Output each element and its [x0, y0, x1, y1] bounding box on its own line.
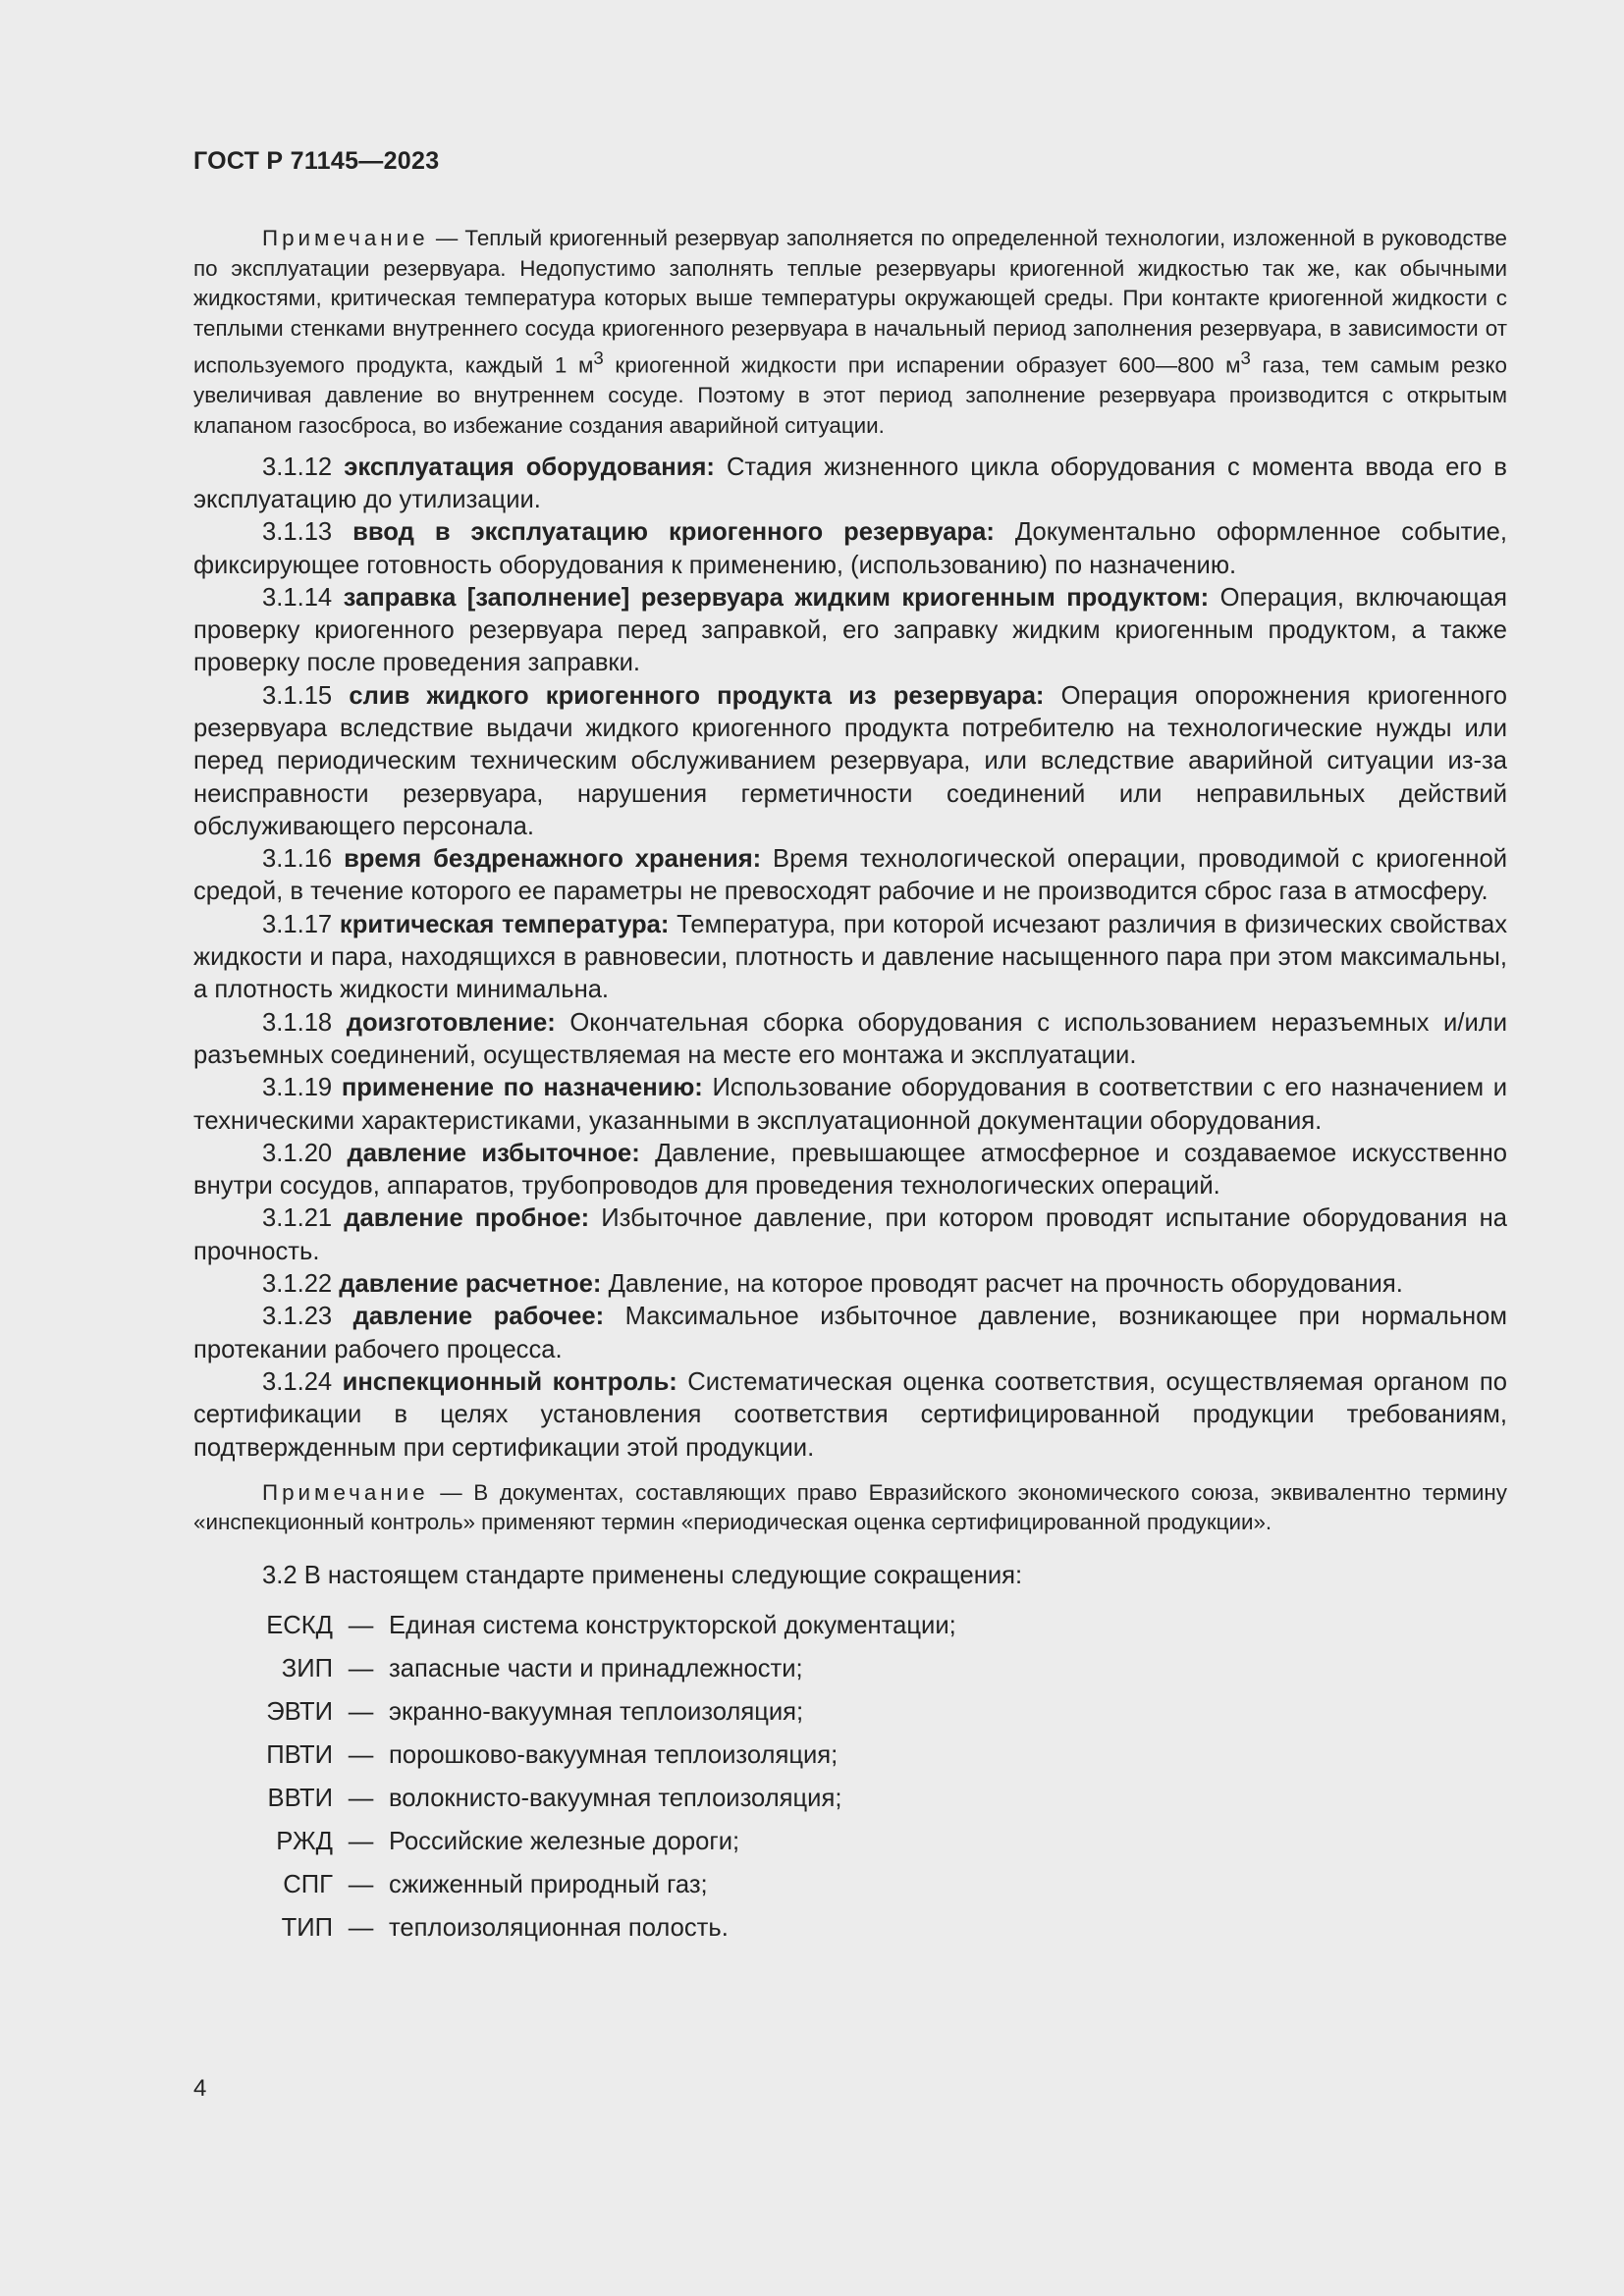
- abbreviation-dash: —: [348, 1740, 374, 1769]
- term-number: 3.1.23: [262, 1303, 333, 1331]
- abbreviation-code: ВВТИ: [267, 1784, 333, 1812]
- term-definition: Максимальное избыточное давление, возникающее при нормальном протекании рабочего процесса.: [193, 1303, 1507, 1363]
- term-3-1-23: [193, 1301, 1507, 1366]
- term-number: 3.1.13: [262, 518, 333, 547]
- abbreviation-description: Российские железные дороги;: [389, 1827, 740, 1855]
- term-3-1-13: [193, 516, 1507, 582]
- abbreviations-intro: 3.2 В настоящем стандарте применены следующие сокращения:: [262, 1562, 1023, 1590]
- abbreviation-description: экранно-вакуумная теплоизоляция;: [389, 1697, 804, 1726]
- term-3-1-14: [193, 582, 1507, 680]
- note-label: Примечание: [262, 226, 429, 250]
- term-number: 3.1.14: [262, 583, 333, 612]
- term-number: 3.1.18: [262, 1008, 333, 1037]
- term-definition: Температура, при которой исчезают различия в физических свойствах жидкости и пара, находящихся в равновесии, плотность и давление насыщенного пара при этом максимальны, а плотность жидкости минимальна.: [193, 910, 1507, 1004]
- abbreviation-description: теплоизоляционная полость.: [389, 1913, 729, 1942]
- abbreviation-code: СПГ: [283, 1870, 333, 1898]
- term-3-1-15: [193, 680, 1507, 843]
- term-number: 3.1.12: [262, 453, 333, 481]
- abbreviation-row: [193, 1604, 1507, 1647]
- abbreviation-code: ПВТИ: [266, 1740, 333, 1769]
- term-3-1-19: [193, 1072, 1507, 1138]
- abbreviation-code: ЗИП: [281, 1654, 333, 1682]
- term-definition: Использование оборудования в соответствии с его назначением и техническими характеристиками, указанными в эксплуатационной документации оборудования.: [193, 1074, 1508, 1135]
- note-superscript: 3: [1240, 347, 1251, 369]
- term-number: 3.1.22: [262, 1270, 333, 1299]
- note-text: — В документах, составляющих право Евразийского экономического союза, эквивалентно термину «инспекционный контроль» применяют термин «периодическая оценка сертифицированной продукции».: [193, 1479, 1507, 1535]
- term-definition: Операция, включающая проверку криогенного резервуара перед заправкой, его заправку жидким криогенным продуктом, а также проверку после проведения заправки.: [193, 583, 1507, 677]
- term-number: 3.1.24: [262, 1367, 333, 1396]
- term-title: применение по назначению:: [341, 1074, 703, 1102]
- abbreviation-dash: —: [348, 1697, 374, 1726]
- abbreviation-dash: —: [348, 1784, 374, 1812]
- abbreviation-row: [193, 1777, 1507, 1820]
- term-title: давление рабочее:: [352, 1303, 605, 1331]
- term-number: 3.1.16: [262, 845, 333, 874]
- term-number: 3.1.17: [262, 910, 333, 938]
- note-text-cont: криогенной жидкости при испарении образует 600—800 м: [603, 352, 1241, 378]
- abbreviation-dash: —: [348, 1913, 374, 1942]
- note-paragraph: [193, 1478, 1507, 1538]
- note-text: — Теплый криогенный резервуар заполняется по определенной технологии, изложенной в руководстве по эксплуатации резервуара. Недопустимо заполнять теплые резервуары криогенной жидкостью так же, как обычными жидкостями, критическая температура которых выше температуры окружающей среды. При контакте криогенной жидкости с теплыми стенками внутреннего сосуда криогенного резервуара в начальный период заполнения резервуара, в зависимости от используемого продукта, каждый 1 м: [193, 226, 1507, 378]
- page-number: 4: [193, 2075, 207, 2102]
- term-number: 3.1.20: [262, 1139, 333, 1167]
- note-text-end: газа, тем самым резко увеличивая давление во внутреннем сосуде. Поэтому в этот период заполнение резервуара производится с открытым клапаном газосброса, во избежание создания аварийной ситуации.: [193, 352, 1507, 439]
- term-definition: Окончательная сборка оборудования с использованием неразъемных и/или разъемных соединений, осуществляемая на месте его монтажа и эксплуатации.: [193, 1008, 1507, 1069]
- abbreviation-description: волокнисто-вакуумная теплоизоляция;: [389, 1784, 842, 1812]
- term-title: слив жидкого криогенного продукта из резервуара:: [349, 681, 1045, 710]
- term-title: ввод в эксплуатацию криогенного резервуара:: [352, 518, 995, 547]
- term-3-1-17: [193, 909, 1507, 1007]
- term-definition: Документально оформленное событие, фиксирующее готовность оборудования к применению, (использованию) по назначению.: [193, 518, 1507, 579]
- term-definition: Операция опорожнения криогенного резервуара вследствие выдачи жидкого криогенного продукта потребителю на технологические нужды или перед периодическим техническим обслуживанием резервуара, или вследствие аварийной ситуации из-за неисправности резервуара, нарушения герметичности соединений или неправильных действий обслуживающего персонала.: [193, 681, 1507, 840]
- abbreviation-row: [193, 1906, 1507, 1949]
- term-3-1-20: [193, 1138, 1507, 1203]
- term-3-1-16: [193, 843, 1507, 909]
- term-title: критическая температура:: [339, 910, 670, 938]
- document-body: [193, 224, 1507, 1949]
- abbreviation-dash: —: [348, 1654, 374, 1682]
- note-label: Примечание: [262, 1479, 429, 1505]
- term-definition: Время технологической операции, проводимой с криогенной средой, в течение которого ее параметры не превосходят рабочие и не производится сброс газа в атмосферу.: [193, 845, 1507, 906]
- document-header: ГОСТ Р 71145—2023: [193, 147, 440, 175]
- abbreviation-description: порошково-вакуумная теплоизоляция;: [389, 1740, 839, 1769]
- abbreviation-row: [193, 1734, 1507, 1777]
- abbreviation-code: РЖД: [276, 1827, 333, 1855]
- note-paragraph: [193, 224, 1507, 442]
- term-3-1-22: [193, 1268, 1507, 1301]
- term-3-1-24: [193, 1366, 1507, 1465]
- term-definition: Систематическая оценка соответствия, осуществляемая органом по сертификации в целях установления соответствия сертифицированной продукции требованиям, подтвержденным при сертификации этой продукции.: [193, 1367, 1507, 1462]
- term-number: 3.1.15: [262, 681, 333, 710]
- term-title: давление избыточное:: [347, 1139, 640, 1167]
- abbreviation-dash: —: [348, 1611, 374, 1639]
- term-title: доизготовление:: [346, 1008, 556, 1037]
- abbreviation-description: Единая система конструкторской документации;: [389, 1611, 956, 1639]
- abbreviation-code: ЭВТИ: [266, 1697, 333, 1726]
- term-definition: Давление, на которое проводят расчет на прочность оборудования.: [601, 1270, 1403, 1299]
- abbreviation-row: [193, 1820, 1507, 1863]
- term-title: давление пробное:: [344, 1204, 590, 1233]
- abbreviations-list: [193, 1604, 1507, 1949]
- abbreviation-row: [193, 1647, 1507, 1690]
- term-title: давление расчетное:: [339, 1270, 602, 1299]
- term-number: 3.1.19: [262, 1074, 333, 1102]
- term-title: инспекционный контроль:: [342, 1367, 677, 1396]
- abbreviation-description: запасные части и принадлежности;: [389, 1654, 803, 1682]
- abbreviation-dash: —: [348, 1870, 374, 1898]
- term-3-1-21: [193, 1202, 1507, 1268]
- term-3-1-18: [193, 1007, 1507, 1073]
- abbreviation-code: ЕСКД: [266, 1611, 333, 1639]
- note-superscript: 3: [593, 347, 604, 369]
- abbreviation-description: сжиженный природный газ;: [389, 1870, 708, 1898]
- abbreviation-dash: —: [348, 1827, 374, 1855]
- abbreviation-row: [193, 1690, 1507, 1734]
- term-number: 3.1.21: [262, 1204, 333, 1233]
- term-3-1-12: [193, 452, 1507, 517]
- term-title: заправка [заполнение] резервуара жидким криогенным продуктом:: [343, 583, 1210, 612]
- term-definition: Стадия жизненного цикла оборудования с момента ввода его в эксплуатацию до утилизации.: [193, 453, 1507, 513]
- term-definition: Давление, превышающее атмосферное и создаваемое искусственно внутри сосудов, аппаратов, трубопроводов для проведения технологических операций.: [193, 1139, 1507, 1201]
- term-definition: Избыточное давление, при котором проводят испытание оборудования на прочность.: [193, 1204, 1507, 1265]
- abbreviation-code: ТИП: [281, 1913, 333, 1942]
- abbreviation-row: [193, 1863, 1507, 1906]
- term-title: время бездренажного хранения:: [344, 845, 762, 874]
- term-title: эксплуатация оборудования:: [344, 453, 715, 481]
